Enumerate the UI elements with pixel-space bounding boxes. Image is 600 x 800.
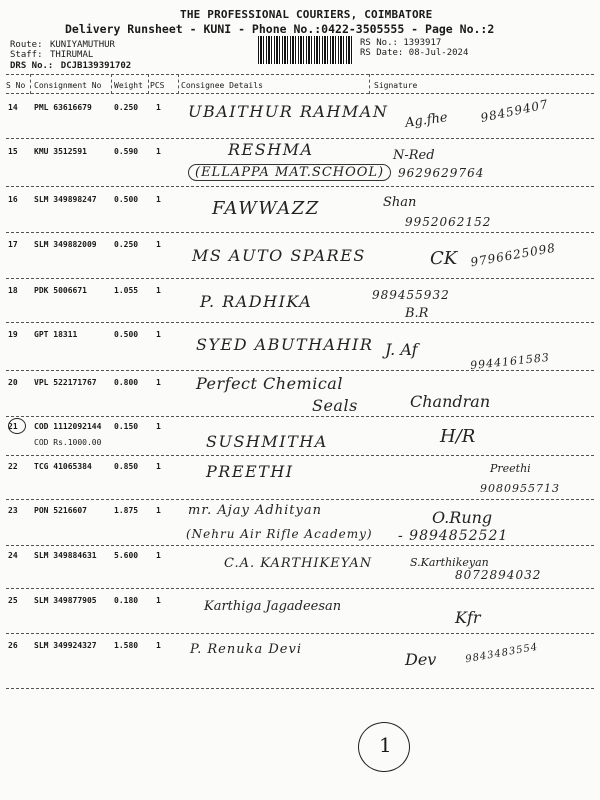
staff-label: Staff: xyxy=(10,50,43,60)
route-value: KUNIYAMUTHUR xyxy=(49,40,115,50)
row-consignment: SLM 349884631 xyxy=(34,551,97,560)
row-phone: 9629629764 xyxy=(398,166,485,180)
row-separator xyxy=(6,499,594,500)
row-consignee: P. Renuka Devi xyxy=(190,642,302,657)
row-consignment: VPL 522171767 xyxy=(34,378,97,387)
row-signature: N-Red xyxy=(393,148,435,163)
row-signature: Ag.fhe xyxy=(404,110,449,131)
row-pcs: 1 xyxy=(156,462,161,471)
row-consignment: SLM 349882009 xyxy=(34,240,97,249)
rs-date-line xyxy=(360,48,468,58)
row-consignment: TCG 41065384 xyxy=(34,462,92,471)
row-weight: 0.500 xyxy=(114,195,139,204)
row-sno: 24 xyxy=(8,551,18,560)
row-sno: 21 xyxy=(8,422,18,431)
rs-no-line xyxy=(360,38,441,48)
row-pcs: 1 xyxy=(156,422,161,431)
row-signature: H/R xyxy=(440,426,476,447)
row-consignee: RESHMA xyxy=(228,140,314,159)
rs-no-label: RS No.: xyxy=(360,38,398,48)
row-separator xyxy=(6,138,594,139)
row-separator xyxy=(6,633,594,634)
row-phone: 9843483554 xyxy=(464,641,540,666)
row-sno: 22 xyxy=(8,462,18,471)
col-divider xyxy=(148,74,149,94)
row-pcs: 1 xyxy=(156,330,161,339)
row-pcs: 1 xyxy=(156,195,161,204)
row-separator xyxy=(6,370,594,371)
row-consignee-line2: (Nehru Air Rifle Academy) xyxy=(186,527,373,541)
row-pcs: 1 xyxy=(156,506,161,515)
row-weight: 0.800 xyxy=(114,378,139,387)
row-signature: S.Karthikeyan xyxy=(410,556,489,569)
rs-date-label: RS Date: xyxy=(360,48,404,58)
row-signature: B.R xyxy=(405,306,429,321)
row-separator xyxy=(6,416,594,417)
staff-value: THIRUMAL xyxy=(49,50,94,60)
row-pcs: 1 xyxy=(156,147,161,156)
row-weight: 0.250 xyxy=(114,103,139,112)
row-phone: 9796625098 xyxy=(469,240,557,270)
row-consignment: SLM 349877905 xyxy=(34,596,97,605)
row-pcs: 1 xyxy=(156,641,161,650)
row-phone: 9952062152 xyxy=(405,215,492,229)
row-consignee: PREETHI xyxy=(206,462,294,481)
col-divider xyxy=(111,74,112,94)
row-consignee: Perfect Chemical xyxy=(196,374,343,393)
col-divider xyxy=(178,74,179,94)
row-pcs: 1 xyxy=(156,103,161,112)
col-signature: Signature xyxy=(374,81,418,90)
row-weight: 0.500 xyxy=(114,330,139,339)
row-signature: CK xyxy=(430,248,458,269)
row-sno: 25 xyxy=(8,596,18,605)
row-pcs: 1 xyxy=(156,378,161,387)
row-consignee: P. RADHIKA xyxy=(200,292,313,311)
row-sno: 26 xyxy=(8,641,18,650)
row-pcs: 1 xyxy=(156,286,161,295)
row-weight: 0.850 xyxy=(114,462,139,471)
row-consignee: C.A. KARTHIKEYAN xyxy=(224,556,373,571)
row-pcs: 1 xyxy=(156,596,161,605)
row-pcs: 1 xyxy=(156,240,161,249)
row-phone: - 9894852521 xyxy=(398,528,509,544)
row-pcs: 1 xyxy=(156,551,161,560)
col-consignment: Consignment No xyxy=(34,81,102,90)
drs-line xyxy=(10,61,131,71)
row-signature: J. Af xyxy=(385,340,418,359)
page-mark-number: 1 xyxy=(379,733,392,757)
row-signature: Dev xyxy=(405,650,437,669)
row-consignment: PML 63616679 xyxy=(34,103,92,112)
drs-label: DRS No.: xyxy=(10,61,54,71)
circled-page-mark xyxy=(358,722,410,772)
row-separator xyxy=(6,455,594,456)
rs-date-value: 08-Jul-2024 xyxy=(408,48,469,58)
row-consignee: SUSHMITHA xyxy=(206,432,328,451)
row-sno: 23 xyxy=(8,506,18,515)
row-sno: 14 xyxy=(8,103,18,112)
row-signature: O.Rung xyxy=(432,508,493,527)
col-divider xyxy=(369,74,370,94)
row-sno: 19 xyxy=(8,330,18,339)
barcode xyxy=(258,36,354,64)
row-weight: 0.590 xyxy=(114,147,139,156)
row-consignment: GPT 18311 xyxy=(34,330,78,339)
col-sno: S No xyxy=(6,81,26,90)
col-divider xyxy=(30,74,31,94)
row-sno: 15 xyxy=(8,147,18,156)
row-signature: Preethi xyxy=(490,462,531,475)
col-consignee: Consignee Details xyxy=(181,81,263,90)
row-weight: 5.600 xyxy=(114,551,139,560)
row-weight: 0.250 xyxy=(114,240,139,249)
row-consignment: SLM 349924327 xyxy=(34,641,97,650)
row-consignee: FAWWAZZ xyxy=(212,198,320,219)
row-consignee: mr. Ajay Adhityan xyxy=(188,503,322,518)
route-label: Route: xyxy=(10,40,43,50)
row-consignment: KMU 3512591 xyxy=(34,147,87,156)
row-separator xyxy=(6,186,594,187)
row-weight: 0.150 xyxy=(114,422,139,431)
row-weight: 0.180 xyxy=(114,596,139,605)
row-consignment: COD 1112092144 xyxy=(34,422,102,431)
row-phone: 9080955713 xyxy=(480,482,560,495)
col-pcs: PCS xyxy=(150,81,165,90)
row-signature: Kfr xyxy=(455,608,481,627)
row-separator xyxy=(6,322,594,323)
row-consignment: PON 5216607 xyxy=(34,506,87,515)
company-title: THE PROFESSIONAL COURIERS, COIMBATORE xyxy=(180,8,433,21)
row-consignee-line2: (ELLAPPA MAT.SCHOOL) xyxy=(188,164,391,181)
row-weight: 1.055 xyxy=(114,286,139,295)
row-sno: 16 xyxy=(8,195,18,204)
col-weight: Weight xyxy=(114,81,143,90)
row-consignment: SLM 349898247 xyxy=(34,195,97,204)
row-consignee-line2: Seals xyxy=(312,396,358,415)
row-consignee: MS AUTO SPARES xyxy=(192,246,366,265)
row-phone: 98459407 xyxy=(479,96,550,126)
row-weight: 1.875 xyxy=(114,506,139,515)
staff-line xyxy=(10,50,93,60)
row-cod-amount: COD Rs.1000.00 xyxy=(34,438,102,447)
row-sno: 20 xyxy=(8,378,18,387)
row-weight: 1.580 xyxy=(114,641,139,650)
drs-value: DCJB139391702 xyxy=(60,61,132,71)
table-header xyxy=(6,78,596,92)
header-rule xyxy=(6,74,594,75)
route-line xyxy=(10,40,115,50)
row-phone: 8072894032 xyxy=(455,568,542,582)
row-separator xyxy=(6,545,594,546)
row-sno: 17 xyxy=(8,240,18,249)
row-phone: 989455932 xyxy=(372,288,450,302)
row-sno: 18 xyxy=(8,286,18,295)
row-signature: Chandran xyxy=(410,392,491,411)
row-separator xyxy=(6,232,594,233)
row-consignee: SYED ABUTHAHIR xyxy=(196,335,374,354)
header-rule xyxy=(6,93,594,94)
row-separator xyxy=(6,588,594,589)
row-consignee: Karthiga Jagadeesan xyxy=(204,599,342,614)
rs-no-value: 1393917 xyxy=(403,38,442,48)
row-signature: Shan xyxy=(383,195,417,210)
row-phone: 9944161583 xyxy=(469,350,551,373)
row-separator xyxy=(6,688,594,689)
runsheet-subtitle: Delivery Runsheet - KUNI - Phone No.:0422-3505555 - Page No.:2 xyxy=(65,22,495,36)
row-consignment: PDK 5006671 xyxy=(34,286,87,295)
row-consignee: UBAITHUR RAHMAN xyxy=(188,102,389,121)
row-separator xyxy=(6,278,594,279)
